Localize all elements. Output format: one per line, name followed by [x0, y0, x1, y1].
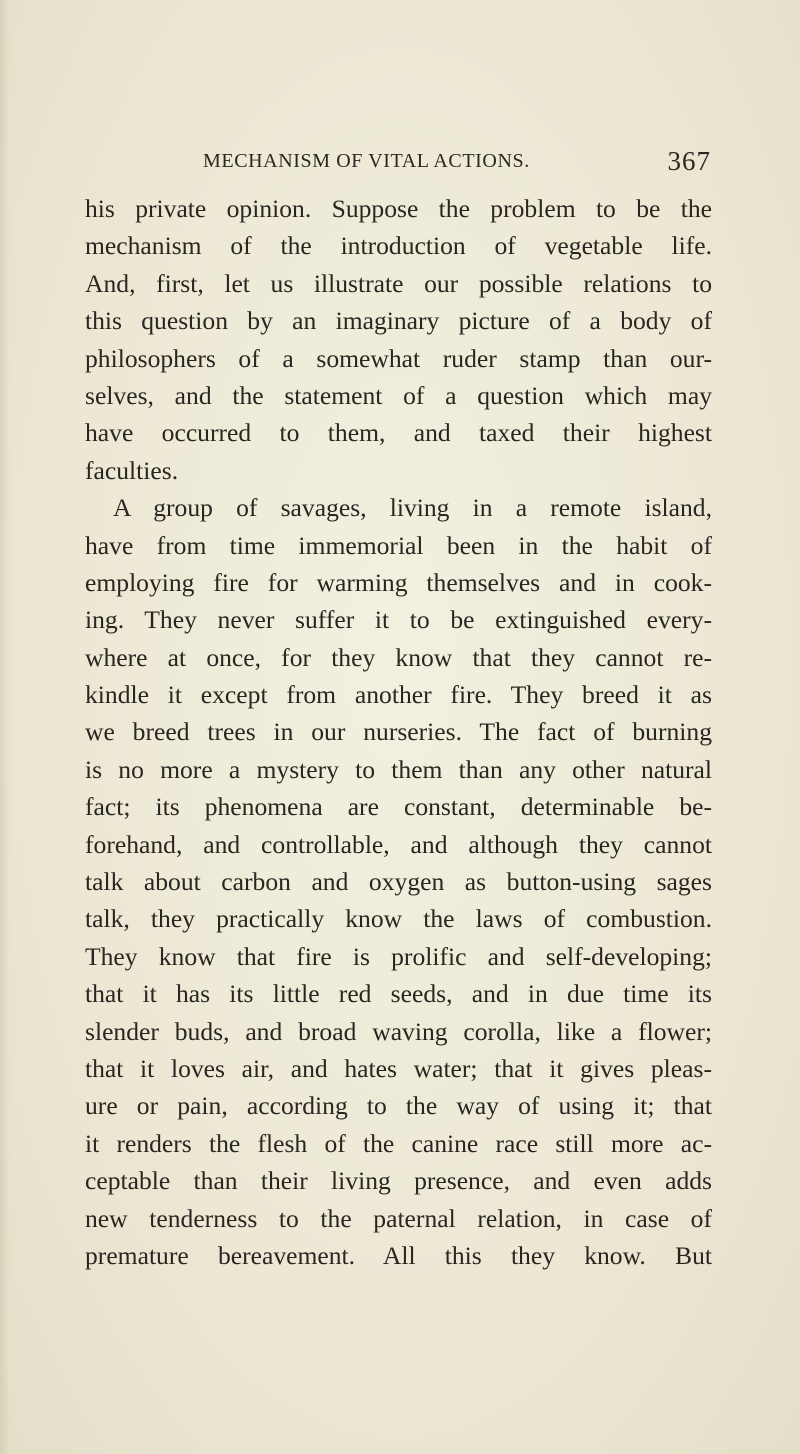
text-line: talk about carbon and oxygen as button-using sages	[85, 867, 712, 897]
text-line: we breed trees in our nurseries. The fact of burning	[85, 717, 712, 747]
text-line: that it loves air, and hates water; that it gives pleas-	[85, 1053, 712, 1083]
text-line: They know that fire is prolific and self-developing;	[85, 941, 712, 971]
text-line: is no more a mystery to them than any other natural	[85, 754, 712, 784]
text-line: new tenderness to the paternal relation, in case of	[85, 1203, 712, 1233]
text-line: kindle it except from another fire. They breed it as	[85, 680, 712, 710]
text-line: his private opinion. Suppose the problem to be the	[85, 194, 712, 223]
text-line: ure or pain, according to the way of using it; that	[85, 1091, 712, 1121]
text-line: have from time immemorial been in the habit of	[85, 530, 712, 560]
text-line: fact; its phenomena are constant, determinable be-	[85, 792, 712, 822]
paragraph-start-line: A group of savages, living in a remote island,	[113, 493, 712, 523]
text-line: have occurred to them, and taxed their highest	[85, 418, 712, 448]
text-line: where at once, for they know that they cannot re-	[85, 642, 712, 672]
text-line: talk, they practically know the laws of combustion.	[85, 904, 712, 934]
running-head: MECHANISM OF VITAL ACTIONS.	[203, 150, 530, 172]
text-line: mechanism of the introduction of vegetable life.	[85, 231, 712, 261]
text-line: forehand, and controllable, and although they cannot	[85, 829, 712, 859]
text-line: ing. They never suffer it to be extinguished every-	[85, 605, 712, 635]
text-line: it renders the flesh of the canine race still more ac-	[85, 1128, 712, 1158]
text-line: ceptable than their living presence, and even adds	[85, 1166, 712, 1196]
text-line: employing fire for warming themselves and in cook-	[85, 567, 712, 597]
paragraph-end-line: faculties.	[85, 455, 179, 485]
text-line: that it has its little red seeds, and in due time its	[85, 979, 712, 1009]
text-line: slender buds, and broad waving corolla, like a flower;	[85, 1016, 712, 1046]
text-line: And, first, let us illustrate our possible relations to	[85, 268, 712, 298]
text-line: philosophers of a somewhat ruder stamp than our-	[85, 343, 712, 373]
body-text	[85, 190, 712, 1274]
text-line: premature bereavement. All this they know. But	[85, 1240, 712, 1270]
page-edge-shadow	[0, 0, 10, 1454]
text-line: selves, and the statement of a question which may	[85, 380, 712, 410]
page-header	[203, 146, 711, 180]
page-number: 367	[667, 146, 711, 176]
text-line: this question by an imaginary picture of a body of	[85, 306, 712, 336]
